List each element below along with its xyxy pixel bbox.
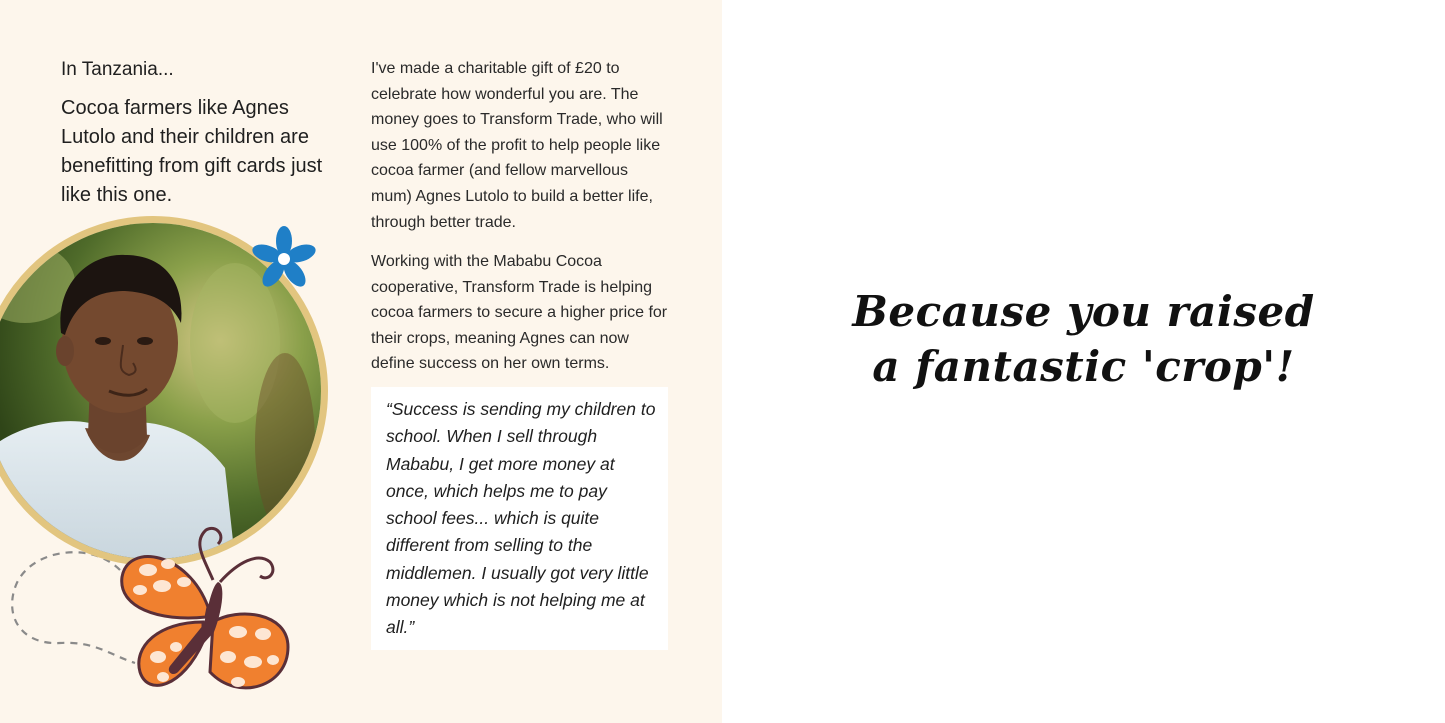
headline-line-1: Because you raised <box>852 287 1315 336</box>
agnes-quote: “Success is sending my children to school. When I sell through Mababu, I get more money at once, which helps me to pay school fees... which is quite different from selling to the middlemen. I usually got very little money which is not helping me at all.” <box>386 399 656 638</box>
headline-line-2: a fantastic 'crop'! <box>872 342 1295 391</box>
intro-lead: Cocoa farmers like Agnes Lutolo and their children are benefitting from gift cards just like this one. <box>61 97 323 206</box>
headline <box>722 284 1445 394</box>
intro-heading: In Tanzania... <box>61 59 174 80</box>
quote-box <box>371 387 668 650</box>
gift-paragraph: I've made a charitable gift of £20 to celebrate how wonderful you are. The money goes to Transform Trade, who will use 100% of the profit to help people like cocoa farmer (and fellow marvellous mum) Agnes Lutolo to build a better life, through better trade. <box>371 60 663 231</box>
orange-butterfly-icon <box>118 522 298 702</box>
left-page <box>0 0 722 723</box>
blue-flower-icon <box>252 224 316 294</box>
cooperative-paragraph: Working with the Mababu Cocoa cooperative, Transform Trade is helping cocoa farmers to secure a higher price for their crops, meaning Agnes can now define success on her own terms. <box>371 253 668 373</box>
